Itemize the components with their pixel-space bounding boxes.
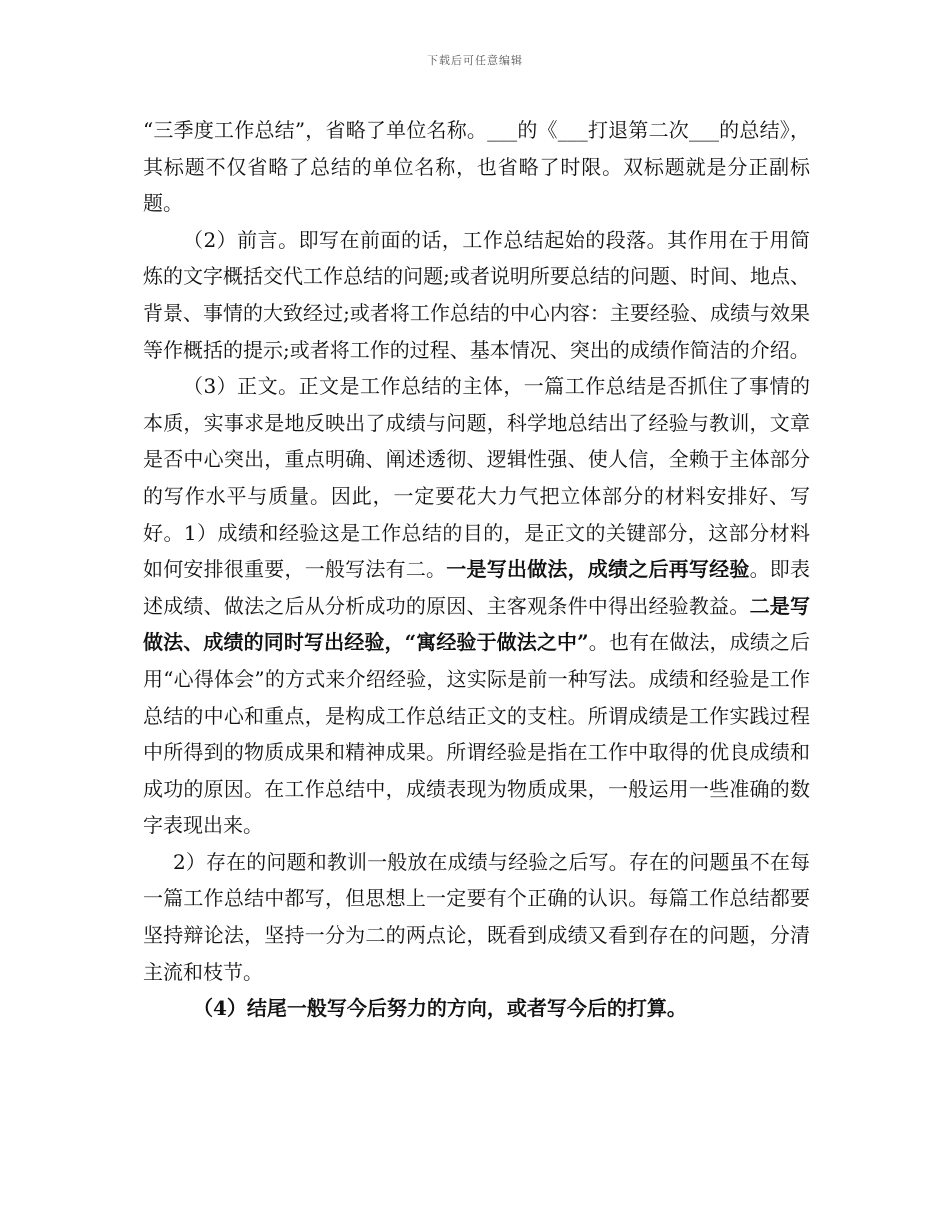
main-body-bold-1: 一是写出做法，成绩之后再写经验 [446,557,750,582]
document-body [143,112,810,1027]
main-body-bold-2: 二是写做法、成绩的同时写出经验，“寓经验于做法之中” [143,593,810,655]
page-header-note: 下载后可任意编辑 [427,54,523,67]
paragraph-preface: （2）前言。即写在前面的话，工作总结起始的段落。其作用在于用简炼的文字概括交代工作总结的问题;或者说明所要总结的问题、时间、地点、背景、事情的大致经过;或者将工作总结的中心内容：主要经验、成绩与效果等作概括的提示;或者将工作的过程、基本情况、突出的成绩作简洁的介绍。 [143,227,810,362]
paragraph-main-body [143,368,810,844]
main-body-text-1: （3）正文。正文是工作总结的主体，一篇工作总结是否抓住了事情的本质，实事求是地反映出了成绩与问题，科学地总结出了经验与教训，文章是否中心突出，重点明确、阐述透彻、逻辑性强、使人信，全赖于主体部分的写作水平与质量。因此，一定要花大力气把立体部分的材料安排好、写好。1）成绩和经验这是工作总结的目的，是正文的关键部分，这部分材料如何安排很重要，一般写法有二。 [143,374,810,582]
paragraph-conclusion: （4）结尾一般写今后努力的方向，或者写今后的打算。 [193,996,687,1021]
paragraph-title-types: “三季度工作总结”，省略了单位名称。___的《___打退第二次___的总结》，其标题不仅省略了总结的单位名称，也省略了时限。双标题就是分正副标题。 [143,118,810,216]
paragraph-problems-lessons: 2）存在的问题和教训一般放在成绩与经验之后写。存在的问题虽不在每一篇工作总结中都写，但思想上一定要有个正确的认识。每篇工作总结都要坚持辩论法，坚持一分为二的两点论，既看到成绩又看到存在的问题，分清主流和枝节。 [143,849,810,984]
main-body-text-2: 。即表述成绩、做法之后从分析成功的原因、主客观条件中得出经验教益。 [143,557,810,618]
main-body-text-3: 。也有在做法，成绩之后用“心得体会”的方式来介绍经验，这实际是前一种写法。成绩和经验是工作总结的中心和重点，是构成工作总结正文的支柱。所谓成绩是工作实践过程中所得到的物质成果和精神成果。所谓经验是指在工作中取得的优良成绩和成功的原因。在工作总结中，成绩表现为物质成果，一般运用一些准确的数字表现出来。 [143,630,811,838]
